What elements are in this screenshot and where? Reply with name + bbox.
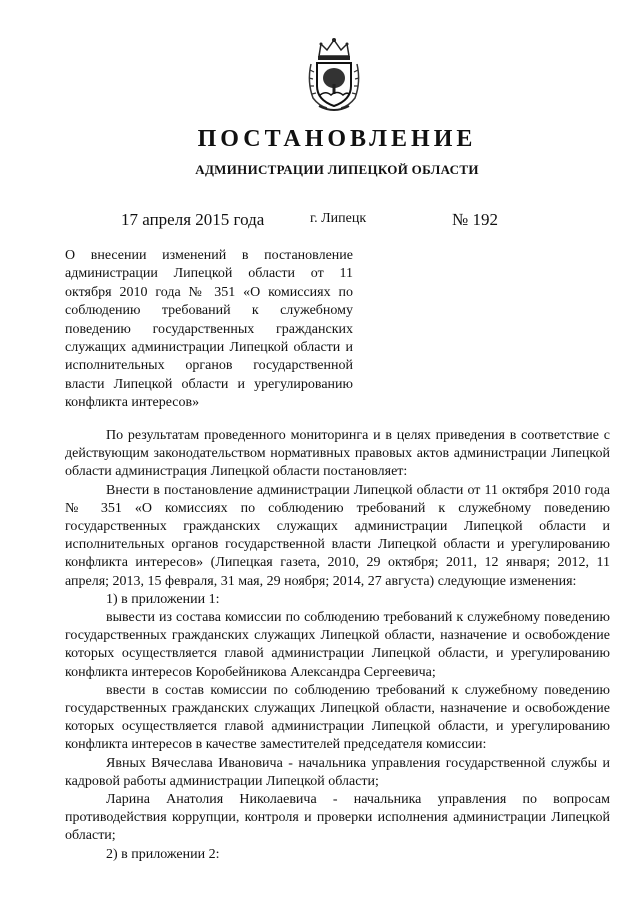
document-city: г. Липецк <box>310 211 367 226</box>
document-date: 17 апреля 2015 года <box>121 210 265 229</box>
body-paragraph: вывести из состава комиссии по соблюдению требований к служебному поведению государственных гражданских служащих Липецкой области, назначение и освобождение которых осуществляется главой администрации Липецкой области, и урегулированию конфликта интересов Коробейникова Александра Сергеевича; <box>65 610 610 680</box>
body-paragraph: По результатам проведенного мониторинга и в целях приведения в соответствие с действующим законодательством нормативных правовых актов администрации Липецкой области администрация Липецкой области постановляет: <box>65 428 610 480</box>
body-paragraph: ввести в состав комиссии по соблюдению требований к служебному поведению государственных гражданских служащих Липецкой области, назначение и освобождение которых осуществляется главой администрации Липецкой области, и урегулированию конфликта интересов в качестве заместителей председателя комиссии: <box>65 682 610 753</box>
body-paragraph: 2) в приложении 2: <box>106 846 220 862</box>
lipetsk-coat-of-arms-icon <box>305 36 363 112</box>
issuing-authority: АДМИНИСТРАЦИИ ЛИПЕЦКОЙ ОБЛАСТИ <box>195 162 479 177</box>
body-paragraph: 1) в приложении 1: <box>106 591 220 607</box>
document-body <box>65 427 610 864</box>
document-number: № 192 <box>452 210 498 229</box>
body-paragraph: Явных Вячеслава Ивановича - начальника управления государственной службы и кадровой работы администрации Липецкой области; <box>65 755 610 789</box>
document-subject: О внесении изменений в постановление администрации Липецкой области от 11 октября 2010 года № 351 «О комиссиях по соблюдению требований к служебному поведению государственных гражданских служащих администрации Липецкой области и исполнительных органов государственной власти Липецкой области и урегулированию конфликта интересов» <box>65 248 353 411</box>
body-paragraph: Внести в постановление администрации Липецкой области от 11 октября 2010 года № 351 «О комиссиях по соблюдению требований к служебному поведению государственных гражданских служащих администрации Липецкой области и исполнительных органов государственной власти Липецкой области и урегулированию конфликта интересов» (Липецкая газета, 2010, 29 октября; 2011, 12 января; 2012, 11 апреля; 2013, 15 февраля, 31 мая, 29 ноября; 2014, 27 августа) следующие изменения: <box>65 482 610 589</box>
document-title: ПОСТАНОВЛЕНИЕ <box>197 126 477 152</box>
body-paragraph: Ларина Анатолия Николаевича - начальника управления по вопросам противодействия коррупции, контроля и проверки исполнения администрации Липецкой области; <box>65 792 610 844</box>
